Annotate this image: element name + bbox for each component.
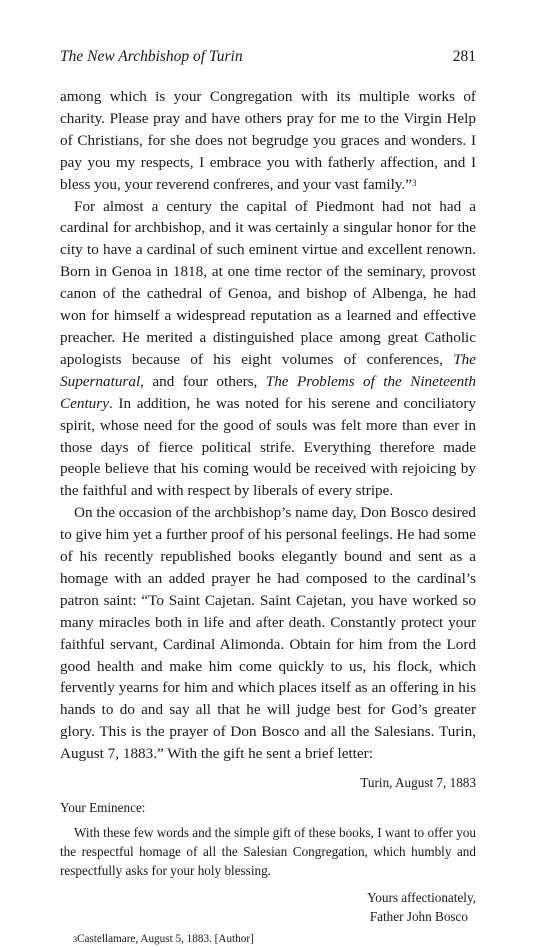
footnote-text: Castellamare, August 5, 1883. [Author] (77, 933, 254, 946)
letter-signature: Father John Bosco (369, 909, 468, 925)
running-header (60, 48, 476, 66)
footnote-reference: 3 (412, 177, 417, 188)
main-text (60, 86, 476, 765)
book-title-supernatural: The Supernatural (60, 350, 476, 390)
quoted-letter (60, 773, 476, 926)
letter-salutation: Your Eminence: (60, 800, 146, 816)
letter-closing-block (60, 888, 476, 926)
footnote-number: 3 (73, 935, 77, 945)
footnote (60, 932, 476, 947)
book-page (60, 48, 476, 947)
letter-body: With these few words and the simple gift of these books, I want to offer you the respectful homage of all the Salesian Congregation, which humbly and respectfully asks for your holy blessing. (60, 825, 476, 879)
paragraph-1-text: among which is your Congregation with its multiple works of charity. Please pray and have others pray for me to the Virgin Help of Christians, for she does not begrudge you graces and wonders. I pay you my respects, I embrace you with fatherly affection, and I bless you, your reverend confreres, and your vast family.” (60, 88, 476, 193)
paragraph-2-part-3: . In addition, he was noted for his serene and conciliatory spirit, whose need for the good of souls was felt more than ever in those days of fierce political strife. Everything therefore made people believe that his coming would be received with rejoicing by the faithful and with respect by liberals of every stripe. (60, 394, 476, 500)
letter-place-date: Turin, August 7, 1883 (360, 775, 476, 791)
letter-closing: Yours affectionately, (367, 890, 476, 906)
paragraph-3-text: On the occasion of the archbishop’s name day, Don Bosco desired to give him yet a further proof of his personal feelings. He had some of his recently republished books elegantly bound and sent as a homage with an added prayer he had composed to the cardinal’s patron saint: “To Saint Cajetan. Saint Cajetan, you have worked so many miracles both in life and after death. Constantly protect your faithful servant, Cardinal Alimonda. Obtain for him from the Lord good health and make him come quickly to us, his flock, which fervently yearns for him and which places itself as an offering in his hands to do and say all that he will judge best for God’s greater glory. This is the prayer of Don Bosco and all the Salesians. Turin, August 7, 1883.” With the gift he sent a brief letter: (60, 504, 476, 763)
paragraph-2 (60, 196, 476, 503)
paragraph-1 (60, 86, 476, 196)
page-number: 281 (452, 48, 476, 65)
paragraph-2-part-2: , and four others, (140, 372, 266, 390)
book-title-problems: The Problems of the Nineteenth Century (60, 372, 476, 412)
paragraph-2-part-1: For almost a century the capital of Piedmont had not had a cardinal for archbishop, and it was certainly a singular honor for the city to have a cardinal of such eminent virtue and excellent renown. Born in Genoa in 1818, at one time rector of the seminary, provost canon of the cathedral of Genoa, and bishop of Albenga, he had won for himself a widespread reputation as a learned and effective preacher. He merited a distinguished place among great Catholic apologists because of his eight volumes of conferences, (60, 197, 476, 368)
paragraph-3 (60, 502, 476, 765)
running-title: The New Archbishop of Turin (60, 48, 243, 65)
